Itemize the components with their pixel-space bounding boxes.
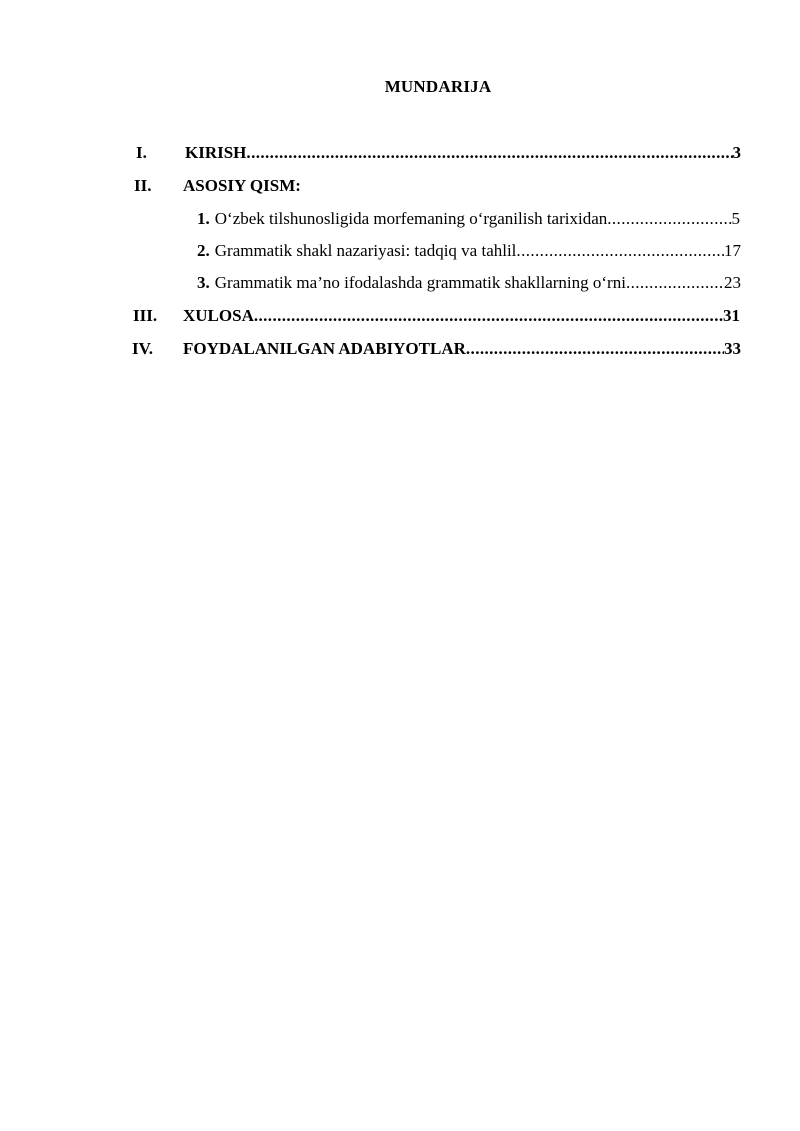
toc-entry-page: 5 (731, 209, 740, 228)
toc-entry-page: 33 (724, 339, 741, 358)
toc-entry-asosiy-qism[interactable] (183, 176, 741, 198)
toc-subentry-2[interactable] (197, 241, 741, 263)
dot-leader (246, 143, 732, 163)
toc-entry-page: 23 (724, 273, 741, 292)
toc-entry-label: Grammatik shakl nazariyasi: tadqiq va tahlil (214, 241, 517, 260)
dot-leader (466, 339, 724, 359)
toc-entry-label: KIRISH (185, 143, 247, 162)
dot-leader (607, 209, 731, 229)
toc-entry-label: FOYDALANILGAN ADABIYOTLAR (183, 339, 466, 358)
toc-subentry-number: 2. (197, 241, 210, 260)
toc-entry-foydalanilgan-adabiyotlar[interactable] (183, 339, 741, 361)
toc-subentry-1[interactable] (197, 209, 740, 231)
dot-leader (516, 241, 724, 261)
toc-entry-page: 17 (724, 241, 741, 260)
toc-subentry-number: 3. (197, 273, 210, 292)
toc-entry-kirish[interactable] (185, 143, 741, 165)
toc-entry-page: 3 (732, 143, 741, 162)
dot-leader (626, 273, 724, 293)
toc-subentry-3[interactable] (197, 273, 741, 295)
toc-subentry-number: 1. (197, 209, 210, 228)
toc-entry-number: IV. (132, 339, 153, 358)
toc-entry-number: II. (134, 176, 152, 195)
toc-entry-number: III. (133, 306, 158, 325)
toc-entry-page: 31 (723, 306, 740, 325)
toc-entry-label: XULOSA (183, 306, 254, 325)
toc-entry-xulosa[interactable] (183, 306, 740, 328)
toc-entry-number: I. (136, 143, 147, 162)
toc-title: MUNDARIJA (384, 77, 492, 96)
dot-leader (254, 306, 723, 326)
toc-entry-label: O‘zbek tilshunosligida morfemaning o‘rganilish tarixidan (214, 209, 608, 228)
toc-entry-label: ASOSIY QISM: (183, 176, 301, 195)
toc-entry-label: Grammatik ma’no ifodalashda grammatik shakllarning o‘rni (214, 273, 626, 292)
